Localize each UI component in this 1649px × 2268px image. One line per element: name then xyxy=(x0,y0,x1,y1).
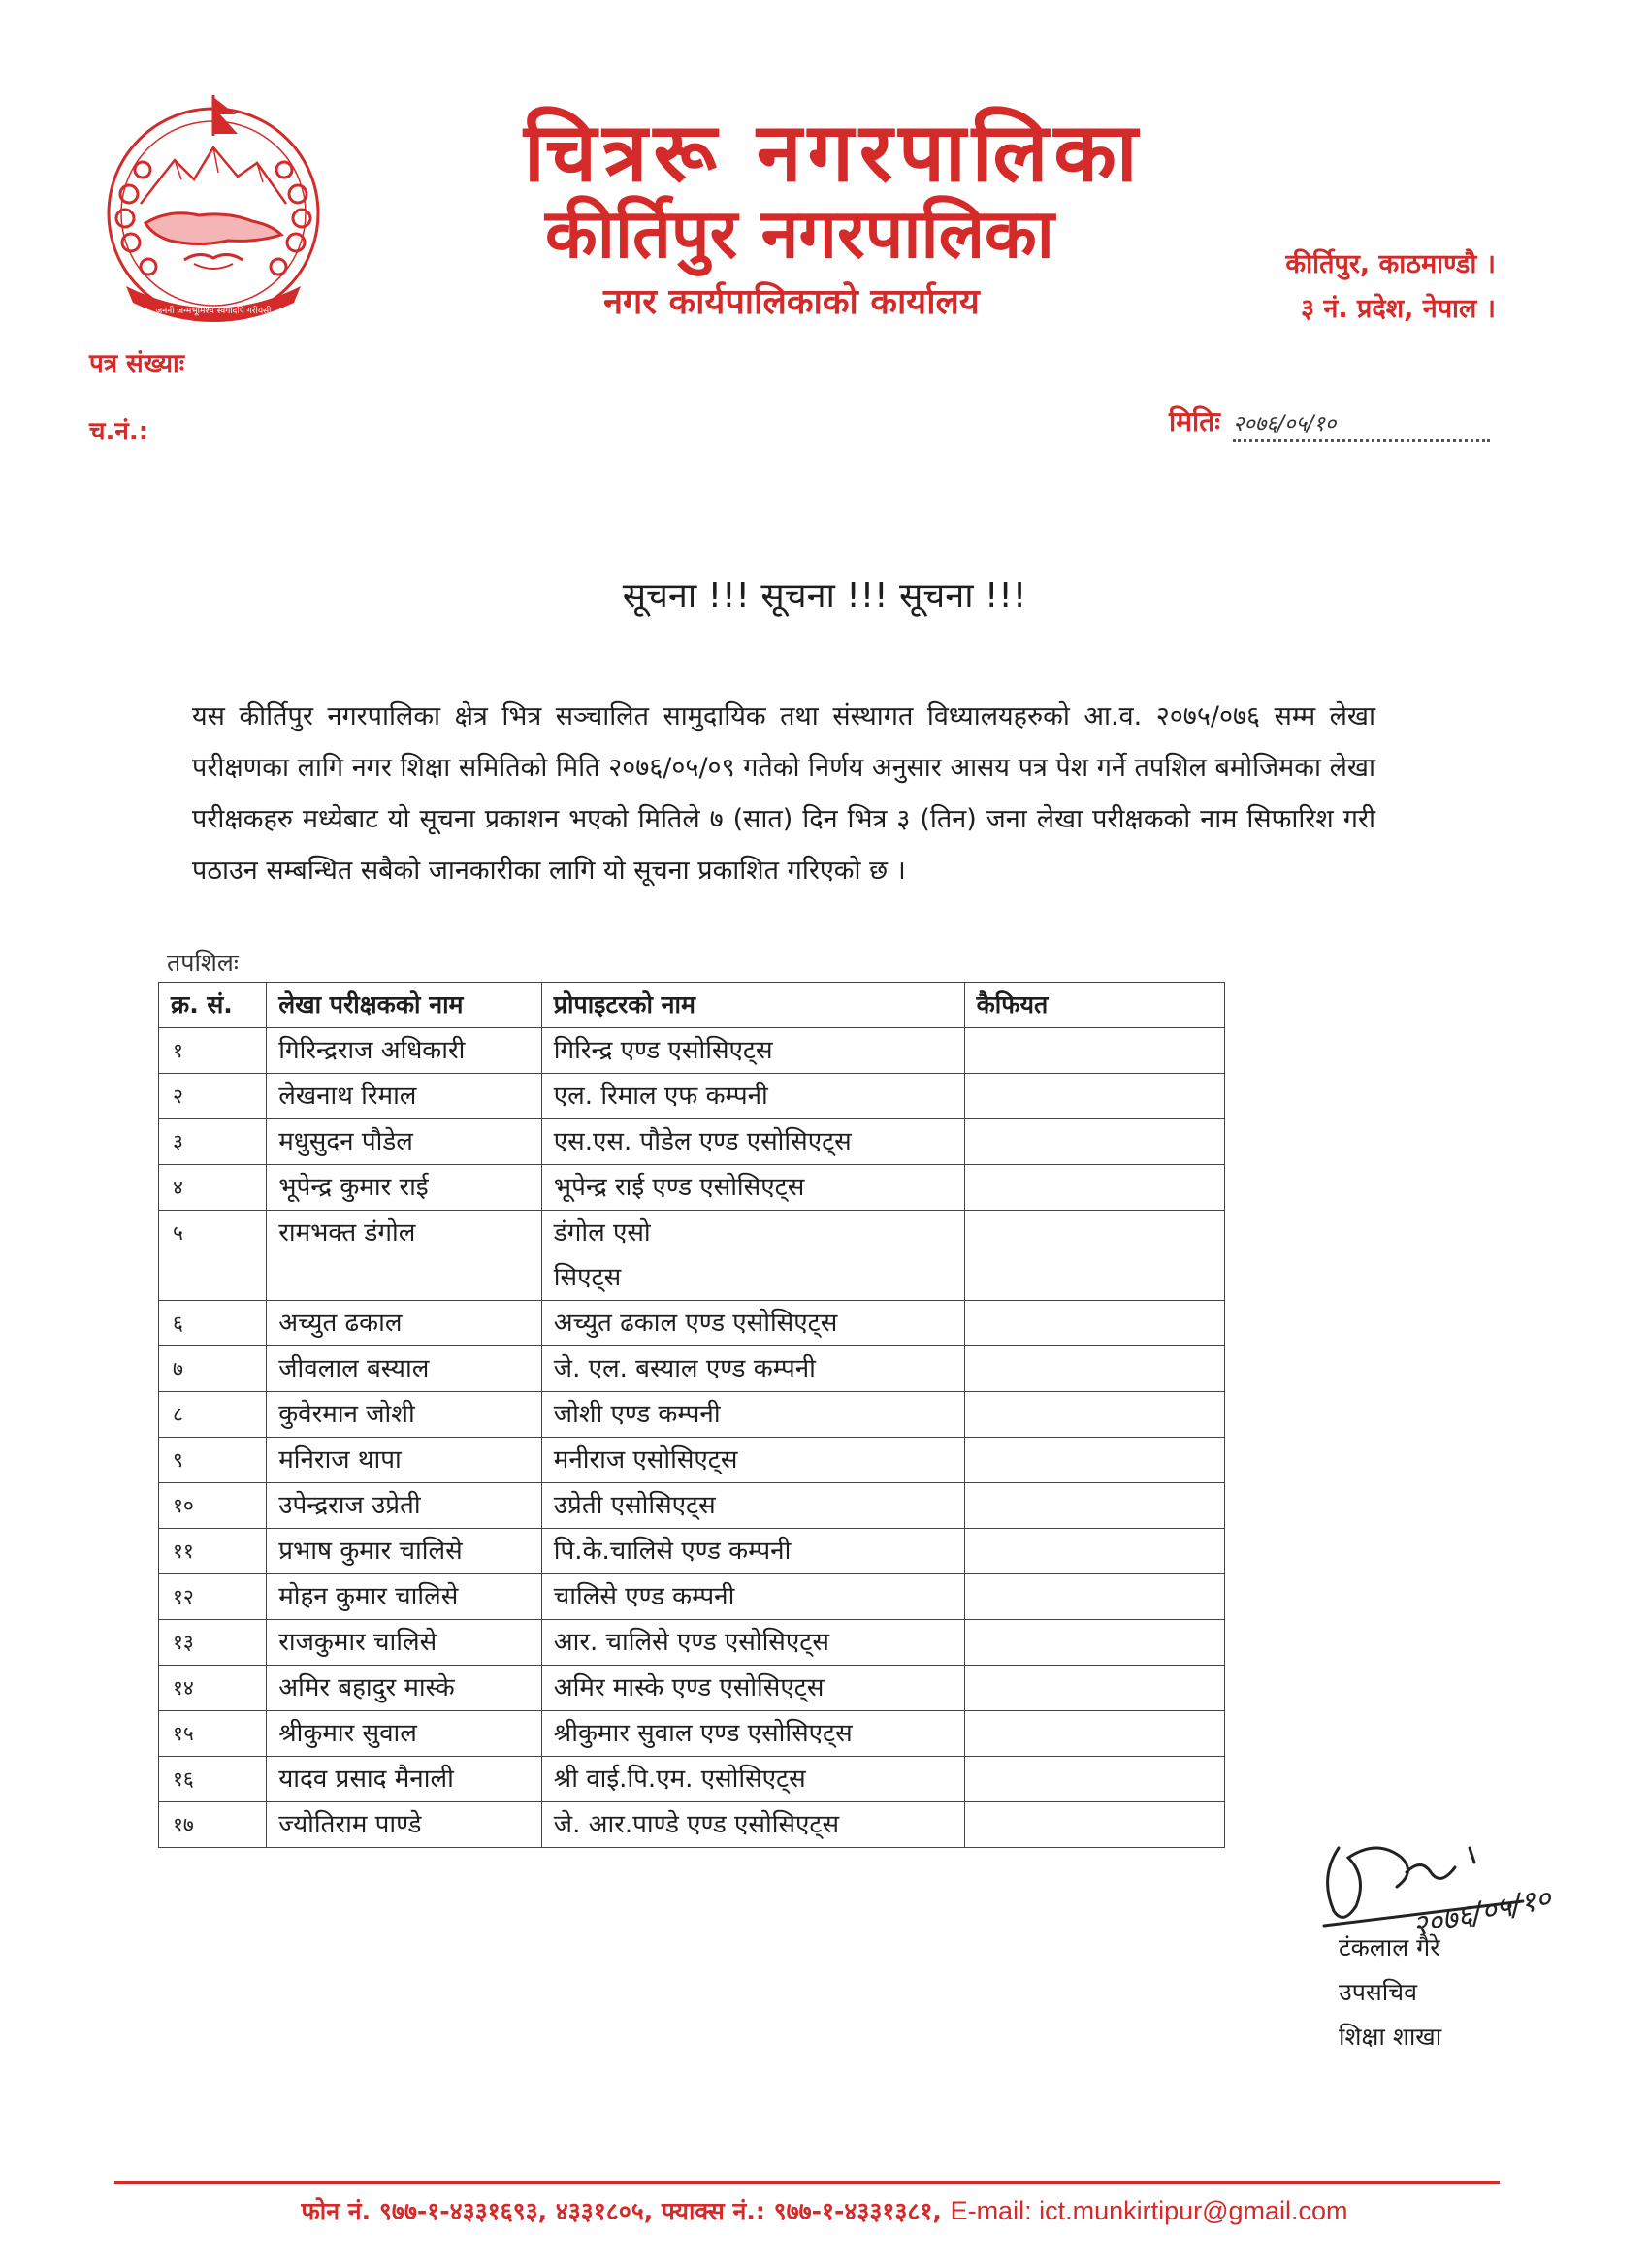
cell-proprietor: उप्रेती एसोसिएट्स xyxy=(541,1483,964,1529)
cell-proprietor: श्री वाई.पि.एम. एसोसिएट्स xyxy=(541,1757,964,1802)
cell-proprietor: अच्युत ढकाल एण्ड एसोसिएट्स xyxy=(541,1301,964,1346)
table-row xyxy=(159,1346,1225,1392)
cell-auditor: ज्योतिराम पाण्डे xyxy=(267,1802,542,1848)
details-label: तपशिलः xyxy=(167,949,239,977)
col-header-auditor: लेखा परीक्षकको नाम xyxy=(267,983,542,1028)
date-label: मितिः xyxy=(1169,405,1220,437)
cell-sn: ११ xyxy=(159,1529,267,1574)
cell-remarks xyxy=(964,1028,1224,1074)
table-row xyxy=(159,1757,1225,1802)
dispatch-number-label: च.नं.: xyxy=(89,417,149,446)
cell-remarks xyxy=(964,1757,1224,1802)
cell-proprietor: आर. चालिसे एण्ड एसोसिएट्स xyxy=(541,1620,964,1666)
cell-proprietor: जोशी एण्ड कम्पनी xyxy=(541,1392,964,1438)
cell-sn: १० xyxy=(159,1483,267,1529)
cell-remarks xyxy=(964,1346,1224,1392)
header-title-stylized: चित्ररू नगरपालिका xyxy=(524,105,1144,200)
cell-auditor: लेखनाथ रिमाल xyxy=(267,1074,542,1119)
cell-sn: १७ xyxy=(159,1802,267,1848)
cell-sn: ६ xyxy=(159,1301,267,1346)
table-header-row xyxy=(159,983,1225,1028)
cell-auditor: श्रीकुमार सुवाल xyxy=(267,1711,542,1757)
cell-sn: १५ xyxy=(159,1711,267,1757)
cell-proprietor-text: डंगोल एसो सिएट्स xyxy=(553,1218,651,1292)
cell-sn: ५ xyxy=(159,1211,267,1301)
cell-sn: २ xyxy=(159,1074,267,1119)
date-field xyxy=(1169,403,1490,442)
cell-auditor: उपेन्द्रराज उप्रेती xyxy=(267,1483,542,1529)
cell-sn: १ xyxy=(159,1028,267,1074)
cell-proprietor: श्रीकुमार सुवाल एण्ड एसोसिएट्स xyxy=(541,1711,964,1757)
cell-auditor: राजकुमार चालिसे xyxy=(267,1620,542,1666)
notice-body: यस कीर्तिपुर नगरपालिका क्षेत्र भित्र सञ्चालित सामुदायिक तथा संस्थागत विध्यालयहरुको आ.व. २०७५/०७६ सम्म लेखा परीक्षणका लागि नगर शिक्षा समितिको मिति २०७६/०५/०९ गतेको निर्णय अनुसार आसय पत्र पेश गर्ने तपशिल बमोजिमका लेखा परीक्षकहरु मध्येबाट यो सूचना प्रकाशन भएको मितिले ७ (सात) दिन भित्र ३ (तिन) जना लेखा परीक्षकको नाम सिफारिश गरी पठाउन सम्बन्धित सबैको जानकारीका लागि यो सूचना प्रकाशित गरिएको छ । xyxy=(192,701,1375,886)
cell-auditor: मधुसुदन पौडेल xyxy=(267,1119,542,1165)
footer-divider xyxy=(114,2181,1500,2184)
cell-sn: ९ xyxy=(159,1438,267,1483)
cell-auditor: प्रभाष कुमार चालिसे xyxy=(267,1529,542,1574)
footer-phone: फोन नं. ९७७-१-४३३१६९३, ४३३१८०५, फ्याक्स नं.: ९७७-१-४३३१३८१, xyxy=(301,2197,942,2225)
cell-sn: ८ xyxy=(159,1392,267,1438)
cell-sn: ४ xyxy=(159,1165,267,1211)
cell-proprietor: एस.एस. पौडेल एण्ड एसोसिएट्स xyxy=(541,1119,964,1165)
letter-number-label: पत्र संख्याः xyxy=(89,349,185,378)
cell-proprietor: जे. आर.पाण्डे एण्ड एसोसिएट्स xyxy=(541,1802,964,1848)
cell-proprietor: जे. एल. बस्याल एण्ड कम्पनी xyxy=(541,1346,964,1392)
cell-auditor: रामभक्त डंगोल xyxy=(267,1211,542,1301)
cell-remarks xyxy=(964,1438,1224,1483)
footer-contact xyxy=(0,2194,1649,2227)
cell-proprietor: अमिर मास्के एण्ड एसोसिएट्स xyxy=(541,1666,964,1711)
cell-remarks xyxy=(964,1165,1224,1211)
signatory-name: टंकलाल गैरे xyxy=(1339,1933,1440,1961)
table-row xyxy=(159,1392,1225,1438)
cell-proprietor: गिरिन्द्र एण्ड एसोसिएट्स xyxy=(541,1028,964,1074)
signature-date: २०७६/०५/१० xyxy=(1408,1881,1554,1944)
cell-remarks xyxy=(964,1392,1224,1438)
col-header-sn: क्र. सं. xyxy=(159,983,267,1028)
table-row xyxy=(159,1211,1225,1301)
cell-remarks xyxy=(964,1211,1224,1301)
office-name: नगर कार्यपालिकाको कार्यालय xyxy=(603,282,980,322)
signatory-designation: उपसचिव xyxy=(1339,1978,1418,2006)
cell-auditor: यादव प्रसाद मैनाली xyxy=(267,1757,542,1802)
table-row xyxy=(159,1074,1225,1119)
cell-auditor: भूपेन्द्र कुमार राई xyxy=(267,1165,542,1211)
cell-auditor: कुवेरमान जोशी xyxy=(267,1392,542,1438)
municipality-name: कीर्तिपुर नगरपालिका xyxy=(545,194,1054,274)
cell-sn: १२ xyxy=(159,1574,267,1620)
nepal-emblem-icon xyxy=(92,87,335,330)
cell-auditor: जीवलाल बस्याल xyxy=(267,1346,542,1392)
cell-proprietor: चालिसे एण्ड कम्पनी xyxy=(541,1574,964,1620)
cell-auditor: गिरिन्द्रराज अधिकारी xyxy=(267,1028,542,1074)
cell-proprietor: भूपेन्द्र राई एण्ड एसोसिएट्स xyxy=(541,1165,964,1211)
col-header-proprietor: प्रोपाइटरको नाम xyxy=(541,983,964,1028)
table-row xyxy=(159,1620,1225,1666)
signature-block xyxy=(1339,1926,1441,2059)
cell-remarks xyxy=(964,1074,1224,1119)
table-row xyxy=(159,1119,1225,1165)
table-row xyxy=(159,1438,1225,1483)
table-row xyxy=(159,1301,1225,1346)
cell-sn: ३ xyxy=(159,1119,267,1165)
cell-sn: १३ xyxy=(159,1620,267,1666)
cell-remarks xyxy=(964,1483,1224,1529)
table-row xyxy=(159,1483,1225,1529)
address-line-1: कीर्तिपुर, काठमाण्डौ । xyxy=(1285,249,1496,279)
cell-remarks xyxy=(964,1301,1224,1346)
cell-proprietor xyxy=(541,1211,964,1301)
table-row xyxy=(159,1028,1225,1074)
cell-remarks xyxy=(964,1802,1224,1848)
cell-proprietor: एल. रिमाल एफ कम्पनी xyxy=(541,1074,964,1119)
cell-remarks xyxy=(964,1529,1224,1574)
signatory-section: शिक्षा शाखा xyxy=(1339,2023,1442,2051)
cell-sn: ७ xyxy=(159,1346,267,1392)
cell-sn: १६ xyxy=(159,1757,267,1802)
cell-remarks xyxy=(964,1119,1224,1165)
cell-auditor: मनिराज थापा xyxy=(267,1438,542,1483)
cell-remarks xyxy=(964,1574,1224,1620)
address-block xyxy=(1285,243,1496,332)
table-row xyxy=(159,1574,1225,1620)
table-row xyxy=(159,1711,1225,1757)
table-row xyxy=(159,1802,1225,1848)
cell-remarks xyxy=(964,1711,1224,1757)
cell-auditor: अच्युत ढकाल xyxy=(267,1301,542,1346)
table-row xyxy=(159,1666,1225,1711)
notice-heading: सूचना !!! सूचना !!! सूचना !!! xyxy=(622,576,1027,616)
cell-remarks xyxy=(964,1620,1224,1666)
cell-proprietor: मनीराज एसोसिएट्स xyxy=(541,1438,964,1483)
cell-auditor: अमिर बहादुर मास्के xyxy=(267,1666,542,1711)
cell-sn: १४ xyxy=(159,1666,267,1711)
cell-auditor: मोहन कुमार चालिसे xyxy=(267,1574,542,1620)
date-value: २०७६/०५/१० xyxy=(1233,408,1490,442)
cell-remarks xyxy=(964,1666,1224,1711)
table-row xyxy=(159,1165,1225,1211)
table-row xyxy=(159,1529,1225,1574)
auditor-table xyxy=(158,982,1225,1848)
cell-proprietor: पि.के.चालिसे एण्ड कम्पनी xyxy=(541,1529,964,1574)
address-line-2: ३ नं. प्रदेश, नेपाल । xyxy=(1300,294,1496,324)
footer-email: E-mail: ict.munkirtipur@gmail.com xyxy=(950,2196,1348,2225)
col-header-remarks: कैफियत xyxy=(964,983,1224,1028)
emblem-motto: जननी जन्मभूमिश्च स्वर्गादपि गरीयसी xyxy=(155,307,272,316)
